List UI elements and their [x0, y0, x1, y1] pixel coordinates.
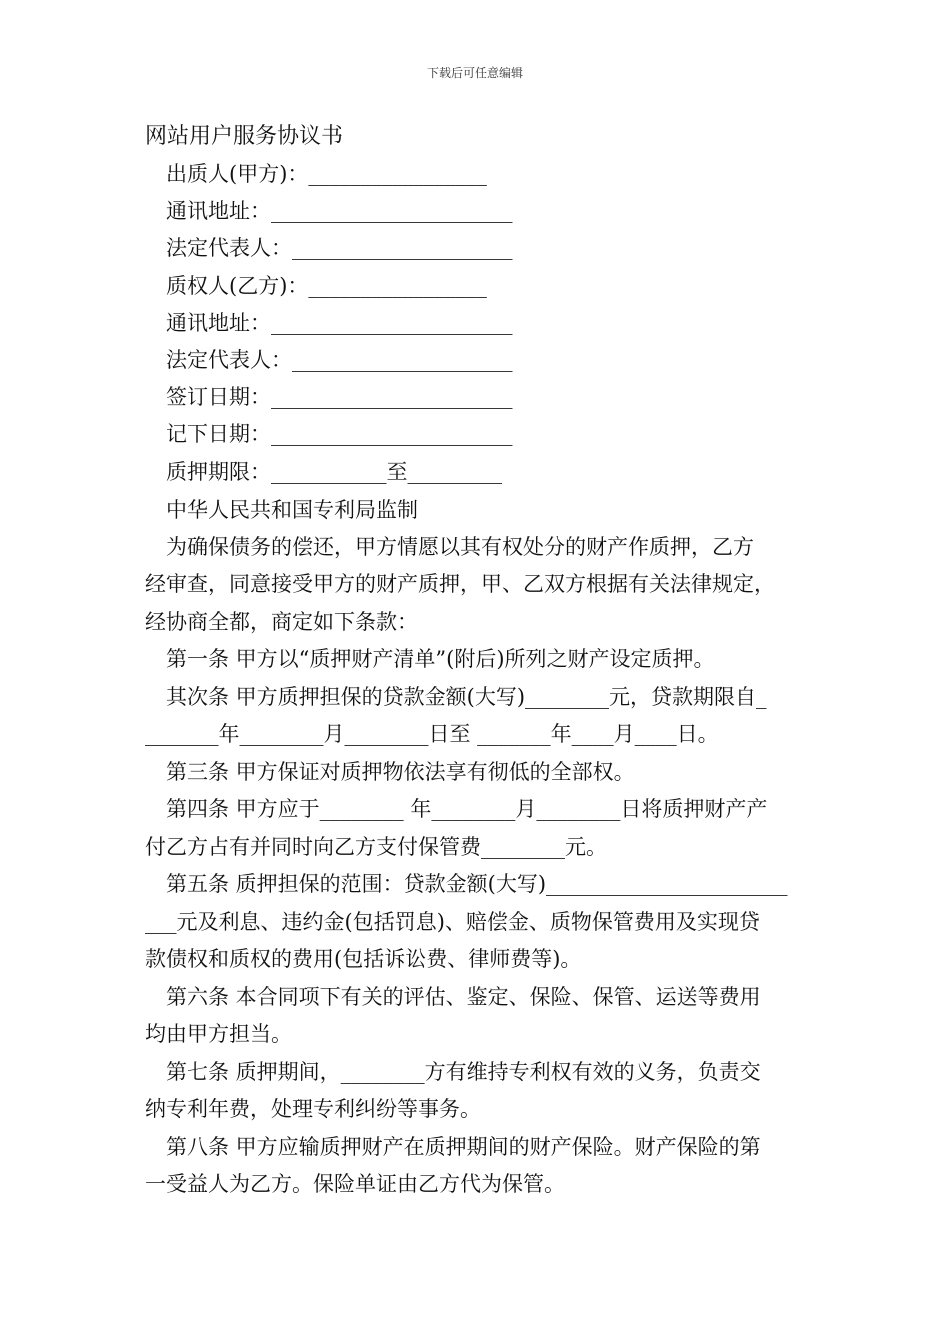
preamble-paragraph [145, 529, 810, 642]
pledgee-address-field [145, 305, 810, 342]
sign-date-blank[interactable]: _______________________ [271, 385, 513, 410]
paragraph-line: 均由甲方担当。 [145, 1022, 292, 1047]
paragraph-line: 第五条 质押担保的范围：贷款金额(大写)_______________________ [166, 872, 788, 897]
record-date-label: 记下日期： [166, 422, 271, 447]
pledgee-rep-blank[interactable]: _____________________ [292, 347, 513, 372]
record-date-blank[interactable]: _______________________ [271, 422, 513, 447]
pledgee-field [145, 268, 810, 305]
pledgor-rep-label: 法定代表人： [166, 236, 292, 261]
pledge-term-end-blank[interactable]: _________ [407, 459, 502, 484]
paragraph-line: 款债权和质权的费用(包括诉讼费、律师费等)。 [145, 947, 582, 972]
sign-date-label: 签订日期： [166, 385, 271, 410]
paragraph-line: 第六条 本合同项下有关的评估、鉴定、保险、保管、运送等费用 [166, 984, 761, 1009]
page-header-note: 下载后可任意编辑 [426, 66, 523, 80]
paragraph-line: 经协商全都，商定如下条款： [145, 609, 418, 634]
article-1 [145, 641, 810, 679]
paragraph-line: 其次条 甲方质押担保的贷款金额(大写)________元，贷款期限自_ [166, 684, 767, 709]
pledgor-blank[interactable]: _________________ [308, 162, 487, 186]
article-8 [145, 1129, 810, 1204]
paragraph-line: ___元及利息、违约金(包括罚息)、赔偿金、质物保管费用及实现贷 [145, 909, 760, 934]
paragraph-line: 第三条 甲方保证对质押物依法享有彻低的全部权。 [166, 759, 635, 784]
paragraph-line: 第七条 质押期间，________方有维持专利权有效的义务，负责交 [166, 1059, 761, 1084]
paragraph-line: 付乙方占有并同时向乙方支付保管费________元。 [145, 834, 607, 859]
pledgor-field [145, 156, 810, 193]
pledgee-rep-field [145, 342, 810, 379]
paragraph-line: 一受益人为乙方。保险单证由乙方代为保管。 [145, 1172, 565, 1197]
paragraph-line: 纳专利年费，处理专利纠纷等事务。 [145, 1097, 481, 1122]
paragraph-line: 第四条 甲方应于________ 年________月________日将质押财产产 [166, 797, 768, 822]
pledgor-address-label: 通讯地址： [166, 199, 271, 224]
pledgor-address-blank[interactable]: _______________________ [271, 199, 513, 224]
record-date-field [145, 416, 810, 453]
pledge-term-start-blank[interactable]: ___________ [271, 459, 387, 484]
sign-date-field [145, 379, 810, 416]
paragraph-line: 第八条 甲方应输质押财产在质押期间的财产保险。财产保险的第 [166, 1134, 761, 1159]
article-4 [145, 791, 810, 866]
paragraph-line: 第一条 甲方以“质押财产清单”(附后)所列之财产设定质押。 [166, 647, 715, 672]
document-title: 网站用户服务协议书 [145, 124, 344, 149]
pledgee-rep-label: 法定代表人： [166, 347, 292, 372]
article-7 [145, 1054, 810, 1129]
pledgor-address-field [145, 193, 810, 230]
paragraph-line: 为确保债务的偿还，甲方情愿以其有权处分的财产作质押，乙方 [166, 534, 754, 559]
article-5 [145, 866, 810, 979]
article-2 [145, 679, 810, 754]
document-body [145, 118, 810, 1204]
pledge-term-field [145, 454, 810, 491]
article-6 [145, 979, 810, 1054]
paragraph-line: 经审查，同意接受甲方的财产质押，甲、乙双方根据有关法律规定， [145, 572, 775, 597]
pledgee-blank[interactable]: _________________ [308, 273, 487, 298]
article-3 [145, 754, 810, 792]
pledgor-rep-blank[interactable]: _____________________ [292, 236, 513, 261]
paragraph-line: _______年________月________日至 _______年____月____日。 [145, 722, 719, 747]
pledgee-label: 质权人(乙方)： [166, 273, 309, 298]
pledgor-label: 出质人(甲方)： [166, 162, 309, 186]
pledgee-address-blank[interactable]: _______________________ [271, 310, 513, 335]
pledgee-address-label: 通讯地址： [166, 310, 271, 335]
pledgor-rep-field [145, 230, 810, 267]
pledge-term-to: 至 [386, 459, 408, 484]
supervising-authority: 中华人民共和国专利局监制 [166, 497, 418, 522]
pledge-term-label: 质押期限： [166, 459, 271, 484]
